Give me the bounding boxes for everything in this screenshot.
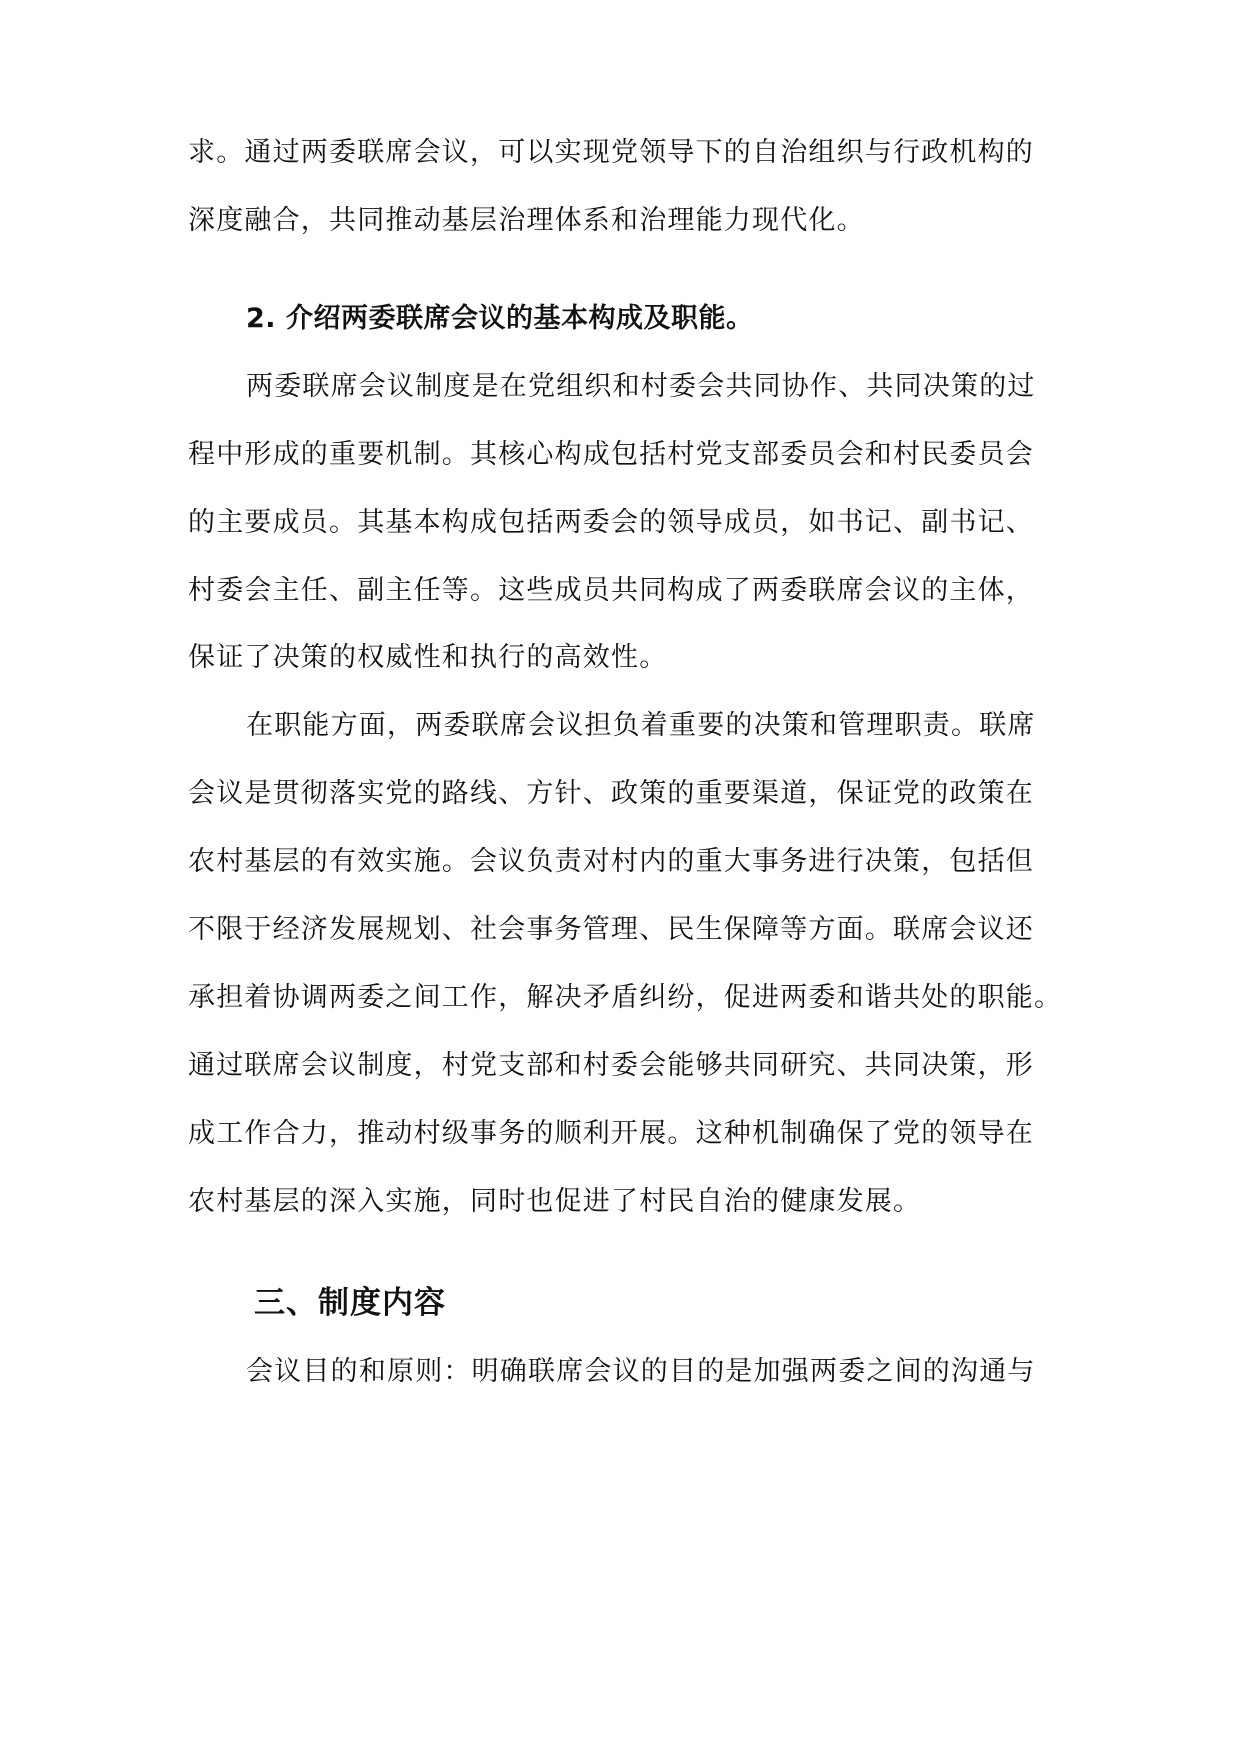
text-line: 通过联席会议制度，村党支部和村委会能够共同研究、共同决策，形 <box>188 1050 1034 1081</box>
text-line: 会议是贯彻落实党的路线、方针、政策的重要渠道，保证党的政策在 <box>188 778 1034 809</box>
text-line: 农村基层的深入实施，同时也促进了村民自治的健康发展。 <box>188 1186 922 1217</box>
text-line: 不限于经济发展规划、社会事务管理、民生保障等方面。联席会议还 <box>188 914 1034 945</box>
text-line: 村委会主任、副主任等。这些成员共同构成了两委联席会议的主体， <box>188 575 1034 606</box>
text-line: 的主要成员。其基本构成包括两委会的领导成员，如书记、副书记、 <box>188 507 1034 538</box>
text-line: 程中形成的重要机制。其核心构成包括村党支部委员会和村民委员会 <box>188 439 1034 470</box>
text-line: 在职能方面，两委联席会议担负着重要的决策和管理职责。联席 <box>246 710 1036 741</box>
text-line: 求。通过两委联席会议，可以实现党领导下的自治组织与行政机构的 <box>188 137 1034 168</box>
section-heading: 三、制度内容 <box>254 1285 446 1321</box>
subheading: 2. 介绍两委联席会议的基本构成及职能。 <box>246 303 754 334</box>
text-line: 深度融合，共同推动基层治理体系和治理能力现代化。 <box>188 205 865 236</box>
text-line: 两委联席会议制度是在党组织和村委会共同协作、共同决策的过 <box>246 371 1036 402</box>
text-line: 成工作合力，推动村级事务的顺利开展。这种机制确保了党的领导在 <box>188 1118 1034 1149</box>
text-line: 农村基层的有效实施。会议负责对村内的重大事务进行决策，包括但 <box>188 846 1034 877</box>
text-line: 会议目的和原则：明确联席会议的目的是加强两委之间的沟通与 <box>246 1356 1036 1387</box>
text-line: 承担着协调两委之间工作，解决矛盾纠纷，促进两委和谐共处的职能。 <box>188 982 1063 1013</box>
text-line: 保证了决策的权威性和执行的高效性。 <box>188 642 668 673</box>
